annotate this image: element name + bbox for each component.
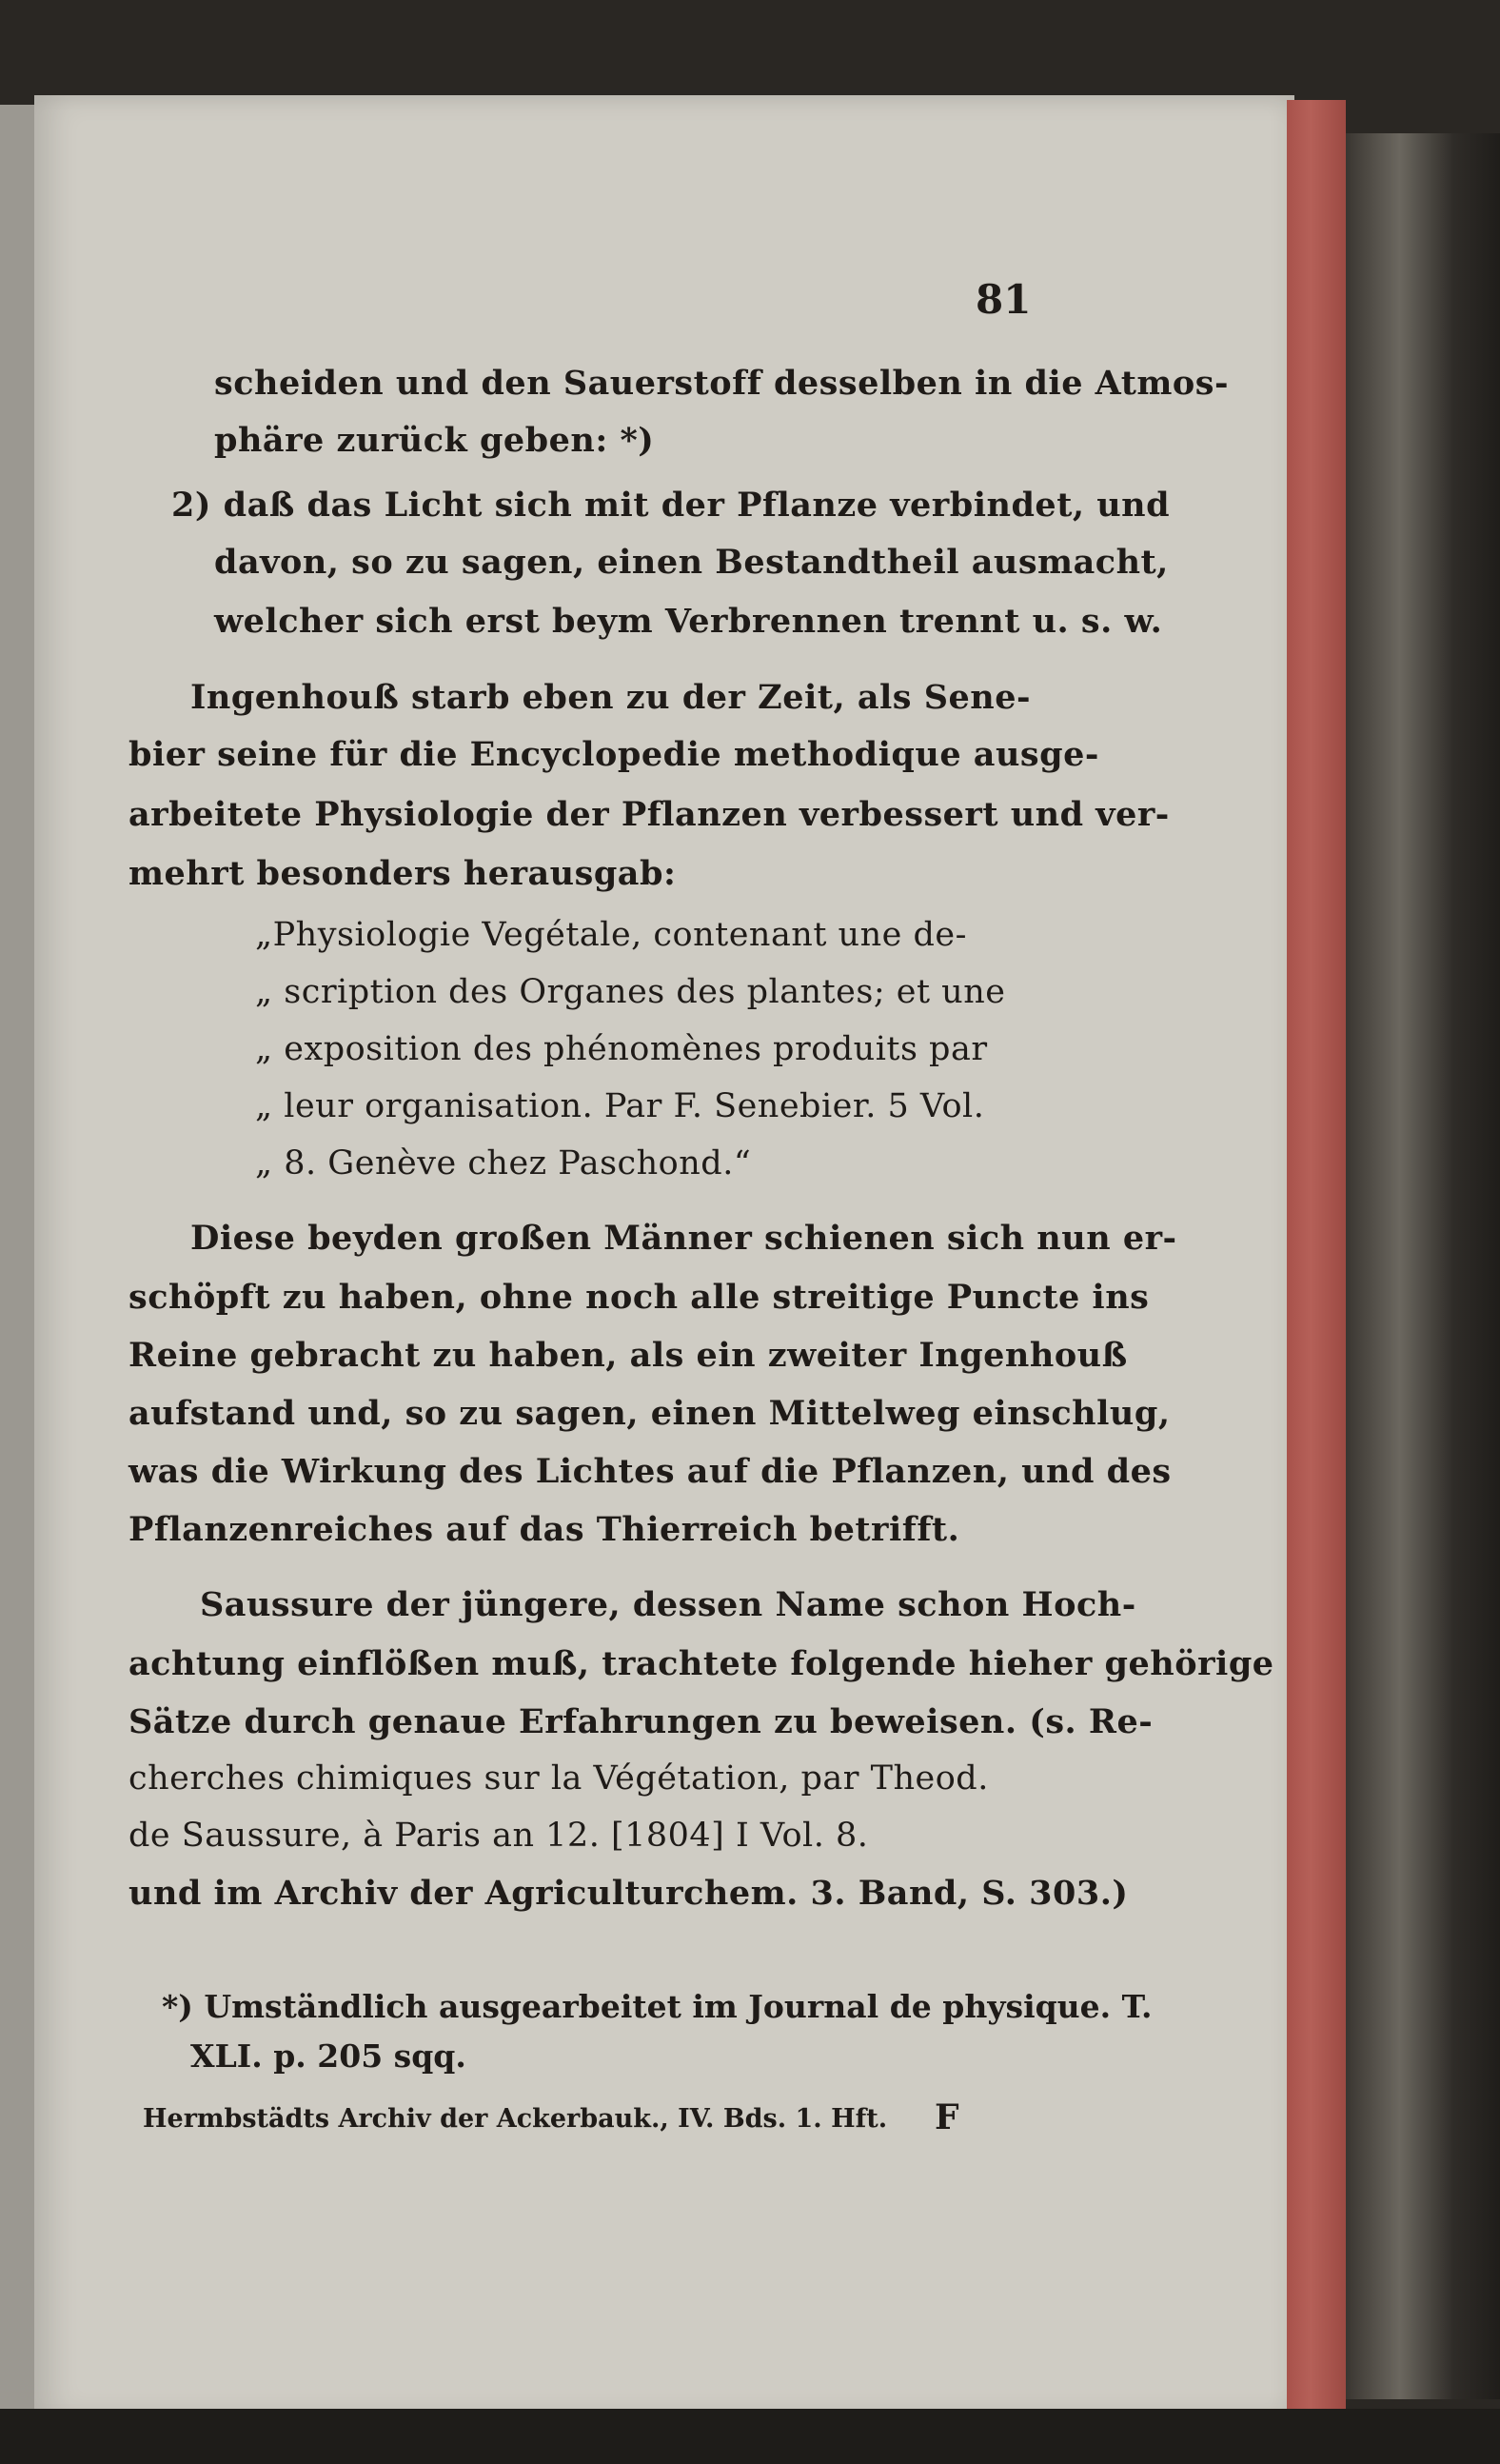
- quote-line: „Physiologie Vegétale, contenant une de-: [255, 916, 967, 954]
- text-line: aufstand und, so zu sagen, einen Mittelweg einschlug,: [128, 1394, 1171, 1433]
- quote-line: „ scription des Organes des plantes; et une: [255, 973, 1006, 1011]
- signature-mark: F: [935, 2097, 959, 2137]
- left-page-edge: [0, 105, 34, 2409]
- text-line: bier seine für die Encyclopedie methodique ausge-: [128, 735, 1099, 774]
- red-page-edges: [1287, 100, 1346, 2414]
- text-line: Pflanzenreiches auf das Thierreich betrifft.: [128, 1510, 960, 1549]
- signature-line: Hermbstädts Archiv der Ackerbauk., IV. Bds. 1. Hft.: [143, 2104, 888, 2134]
- text-line: achtung einflößen muß, trachtete folgende hieher gehörige: [128, 1644, 1274, 1683]
- quote-line: „ leur organisation. Par F. Senebier. 5 Vol.: [255, 1087, 985, 1125]
- text-line: Saussure der jüngere, dessen Name schon Hoch-: [200, 1585, 1136, 1624]
- page-number: 81: [976, 276, 1032, 323]
- text-line: davon, so zu sagen, einen Bestandtheil ausmacht,: [214, 543, 1169, 582]
- text-line: phäre zurück geben: *): [214, 421, 655, 460]
- quote-line: „ exposition des phénomènes produits par: [255, 1030, 988, 1068]
- text-line: schöpft zu haben, ohne noch alle streitige Puncte ins: [128, 1278, 1150, 1317]
- bottom-shadow: [0, 2409, 1500, 2464]
- text-line: und im Archiv der Agriculturchem. 3. Band, S. 303.): [128, 1874, 1129, 1913]
- text-line: Sätze durch genaue Erfahrungen zu beweisen. (s. Re-: [128, 1702, 1154, 1741]
- text-line: arbeitete Physiologie der Pflanzen verbessert und ver-: [128, 795, 1170, 834]
- text-line: Reine gebracht zu haben, als ein zweiter Ingenhouß: [128, 1336, 1128, 1375]
- text-line: cherches chimiques sur la Végétation, par Theod.: [128, 1759, 989, 1798]
- text-line: de Saussure, à Paris an 12. [1804] I Vol. 8.: [128, 1817, 869, 1855]
- text-line: scheiden und den Sauerstoff desselben in die Atmos-: [214, 364, 1229, 403]
- quote-line: „ 8. Genève chez Paschond.“: [255, 1144, 752, 1182]
- text-line: Diese beyden großen Männer schienen sich nun er-: [190, 1219, 1177, 1258]
- text-line: welcher sich erst beym Verbrennen trennt u. s. w.: [214, 602, 1163, 641]
- footnote-line: XLI. p. 205 sqq.: [190, 2037, 466, 2075]
- footnote-line: *) Umständlich ausgearbeitet im Journal de physique. T.: [162, 1988, 1153, 2025]
- book-spine: [1346, 133, 1500, 2399]
- text-line: was die Wirkung des Lichtes auf die Pflanzen, und des: [128, 1452, 1172, 1491]
- text-line: Ingenhouß starb eben zu der Zeit, als Sene-: [190, 678, 1031, 717]
- text-line: 2) daß das Licht sich mit der Pflanze verbindet, und: [171, 486, 1171, 525]
- text-line: mehrt besonders herausgab:: [128, 854, 677, 893]
